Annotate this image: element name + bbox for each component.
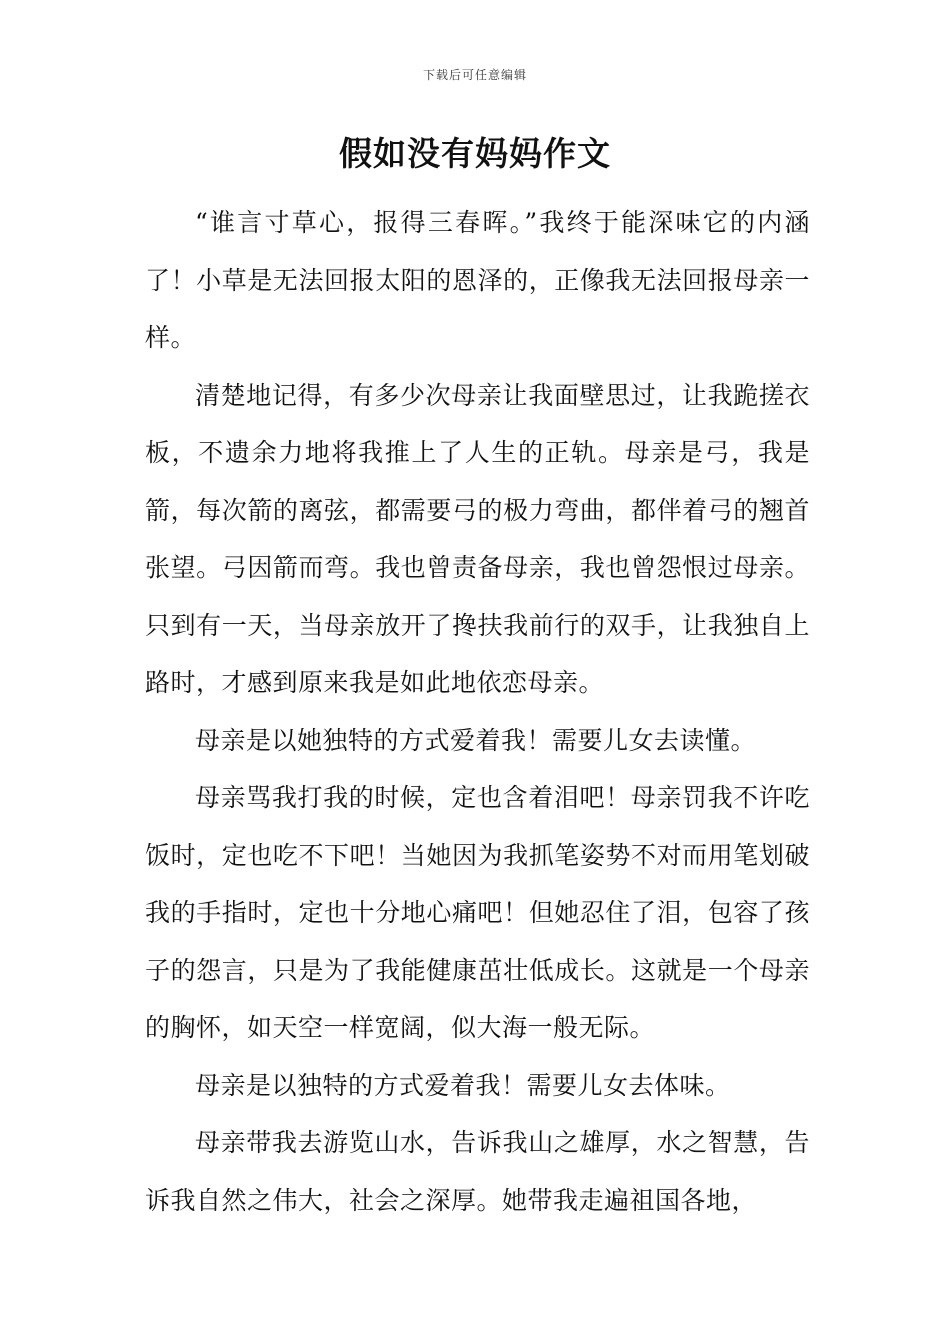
paragraph: 母亲是以她独特的方式爱着我！需要儿女去读懂。 bbox=[195, 725, 757, 755]
paragraph: 清楚地记得，有多少次母亲让我面壁思过，让我跪搓衣板，不遗余力地将我推上了人生的正轨。母亲是弓，我是箭，每次箭的离弦，都需要弓的极力弯曲，都伴着弓的翘首张望。弓因箭而弯。我也曾责备母亲，我也曾怨恨过母亲。只到有一天，当母亲放开了搀扶我前行的双手，让我独自上路时，才感到原来我是如此地依恋母亲。 bbox=[145, 380, 810, 697]
paragraph: 母亲带我去游览山水，告诉我山之雄厚，水之智慧，告诉我自然之伟大，社会之深厚。她带我走遍祖国各地， bbox=[145, 1128, 810, 1215]
paragraph: “谁言寸草心，报得三春晖。”我终于能深味它的内涵了！小草是无法回报太阳的恩泽的，正像我无法回报母亲一样。 bbox=[145, 208, 810, 352]
essay-body bbox=[145, 194, 810, 1229]
paragraph: 母亲骂我打我的时候，定也含着泪吧！母亲罚我不许吃饭时，定也吃不下吧！当她因为我抓笔姿势不对而用笔划破我的手指时，定也十分地心痛吧！但她忍住了泪，包容了孩子的怨言，只是为了我能健康茁壮低成长。这就是一个母亲的胸怀，如天空一样宽阔，似大海一般无际。 bbox=[145, 783, 810, 1042]
header-note: 下载后可任意编辑 bbox=[422, 68, 527, 82]
document-title: 假如没有妈妈作文 bbox=[339, 134, 611, 173]
paragraph: 母亲是以独特的方式爱着我！需要儿女去体味。 bbox=[195, 1070, 731, 1100]
